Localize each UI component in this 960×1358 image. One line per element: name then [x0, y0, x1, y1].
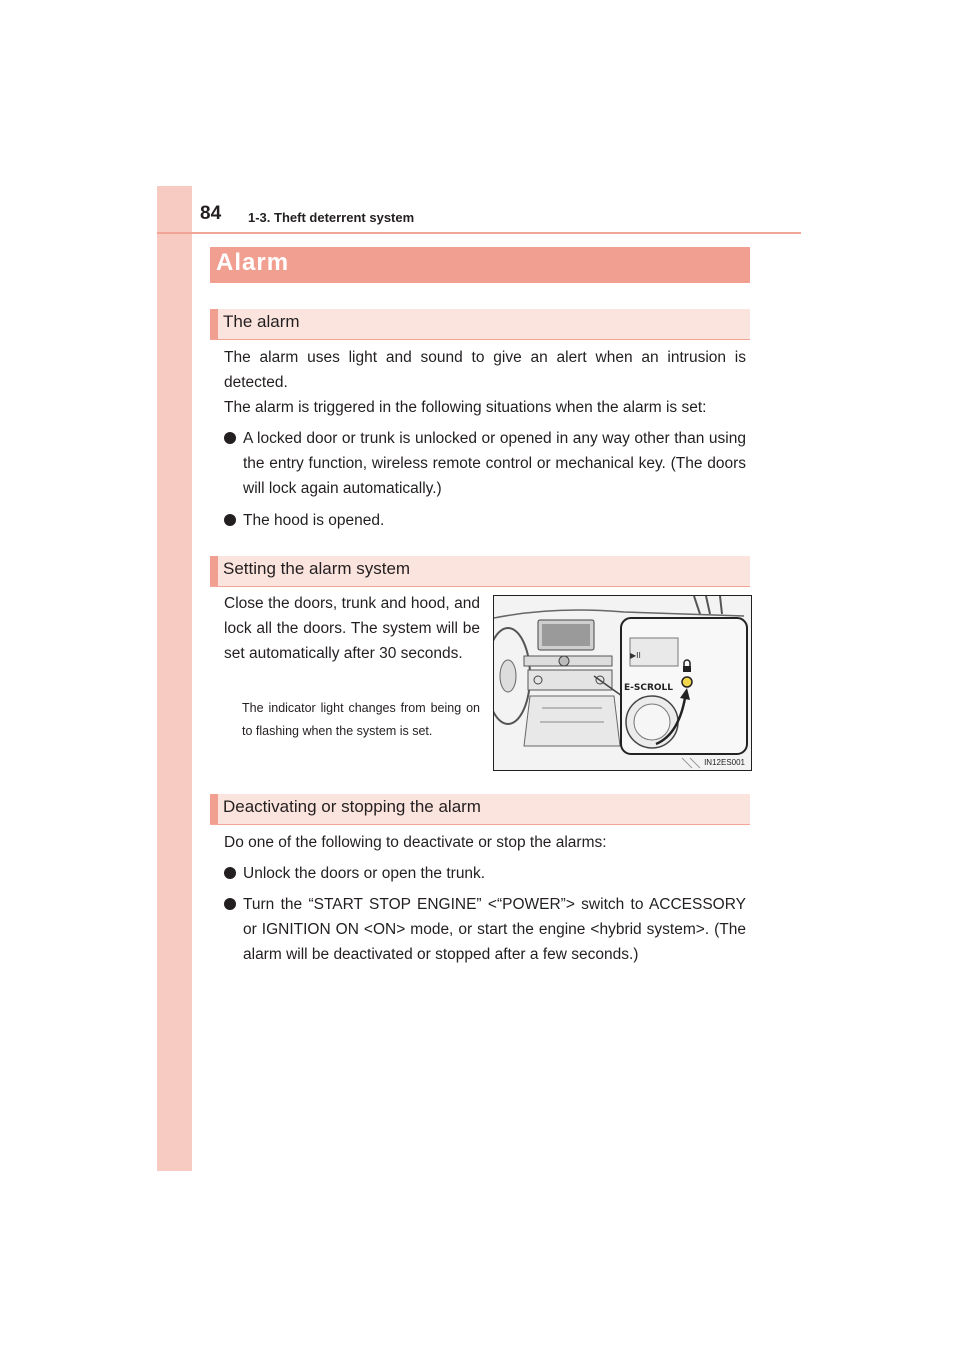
lock-icon [683, 666, 691, 672]
setting-note: The indicator light changes from being on to flashing when the system is set. [242, 701, 480, 738]
list-item [224, 508, 746, 533]
subheading-text: Setting the alarm system [223, 559, 411, 578]
section-bar [210, 247, 750, 283]
section-title: Alarm [216, 249, 290, 276]
dashboard-illustration [493, 595, 752, 771]
list-item-text: Unlock the doors or open the trunk. [243, 865, 486, 882]
subheading-text: Deactivating or stopping the alarm [223, 797, 481, 816]
subheading-deactivating-alarm [210, 794, 750, 825]
subheading-setting-alarm [210, 556, 750, 587]
chapter-title: 1-3. Theft deterrent system [248, 210, 415, 225]
side-tab-band [157, 186, 192, 1171]
bullet-icon [224, 432, 236, 444]
list-item-text: The hood is opened. [243, 512, 385, 529]
bullet-icon [224, 514, 236, 526]
subheading-the-alarm [210, 309, 750, 340]
indicator-light-icon [682, 677, 692, 687]
list-item [224, 892, 746, 967]
alarm-trigger-paragraph: The alarm is triggered in the following situations when the alarm is set: [224, 399, 707, 416]
deactivate-paragraph: Do one of the following to deactivate or stop the alarms: [224, 834, 607, 851]
list-item-text: A locked door or trunk is unlocked or opened in any way other than using the entry function, wireless remote control or mechanical key. (The doors will lock again automatically.) [243, 430, 746, 497]
list-item [224, 426, 746, 501]
alarm-intro-paragraph: The alarm uses light and sound to give an alert when an intrusion is detected. [224, 349, 746, 391]
dashboard-drawing [494, 596, 751, 770]
list-item-text: Turn the “START STOP ENGINE” <“POWER”> switch to ACCESSORY or IGNITION ON <ON> mode, or start the engine <hybrid system>. (The alarm will be deactivated or stopped after a few seconds.) [243, 896, 746, 963]
header-rule [157, 232, 801, 234]
subheading-text: The alarm [223, 312, 300, 331]
bullet-icon [224, 867, 236, 879]
illustration-code: IN12ES001 [704, 758, 745, 767]
bullet-icon [224, 898, 236, 910]
page-number: 84 [200, 203, 222, 224]
list-item [224, 861, 746, 886]
play-label: ▶II [630, 651, 641, 660]
scroll-label: E-SCROLL [624, 683, 674, 693]
setting-paragraph: Close the doors, trunk and hood, and lock all the doors. The system will be set automatically after 30 seconds. [224, 595, 480, 662]
